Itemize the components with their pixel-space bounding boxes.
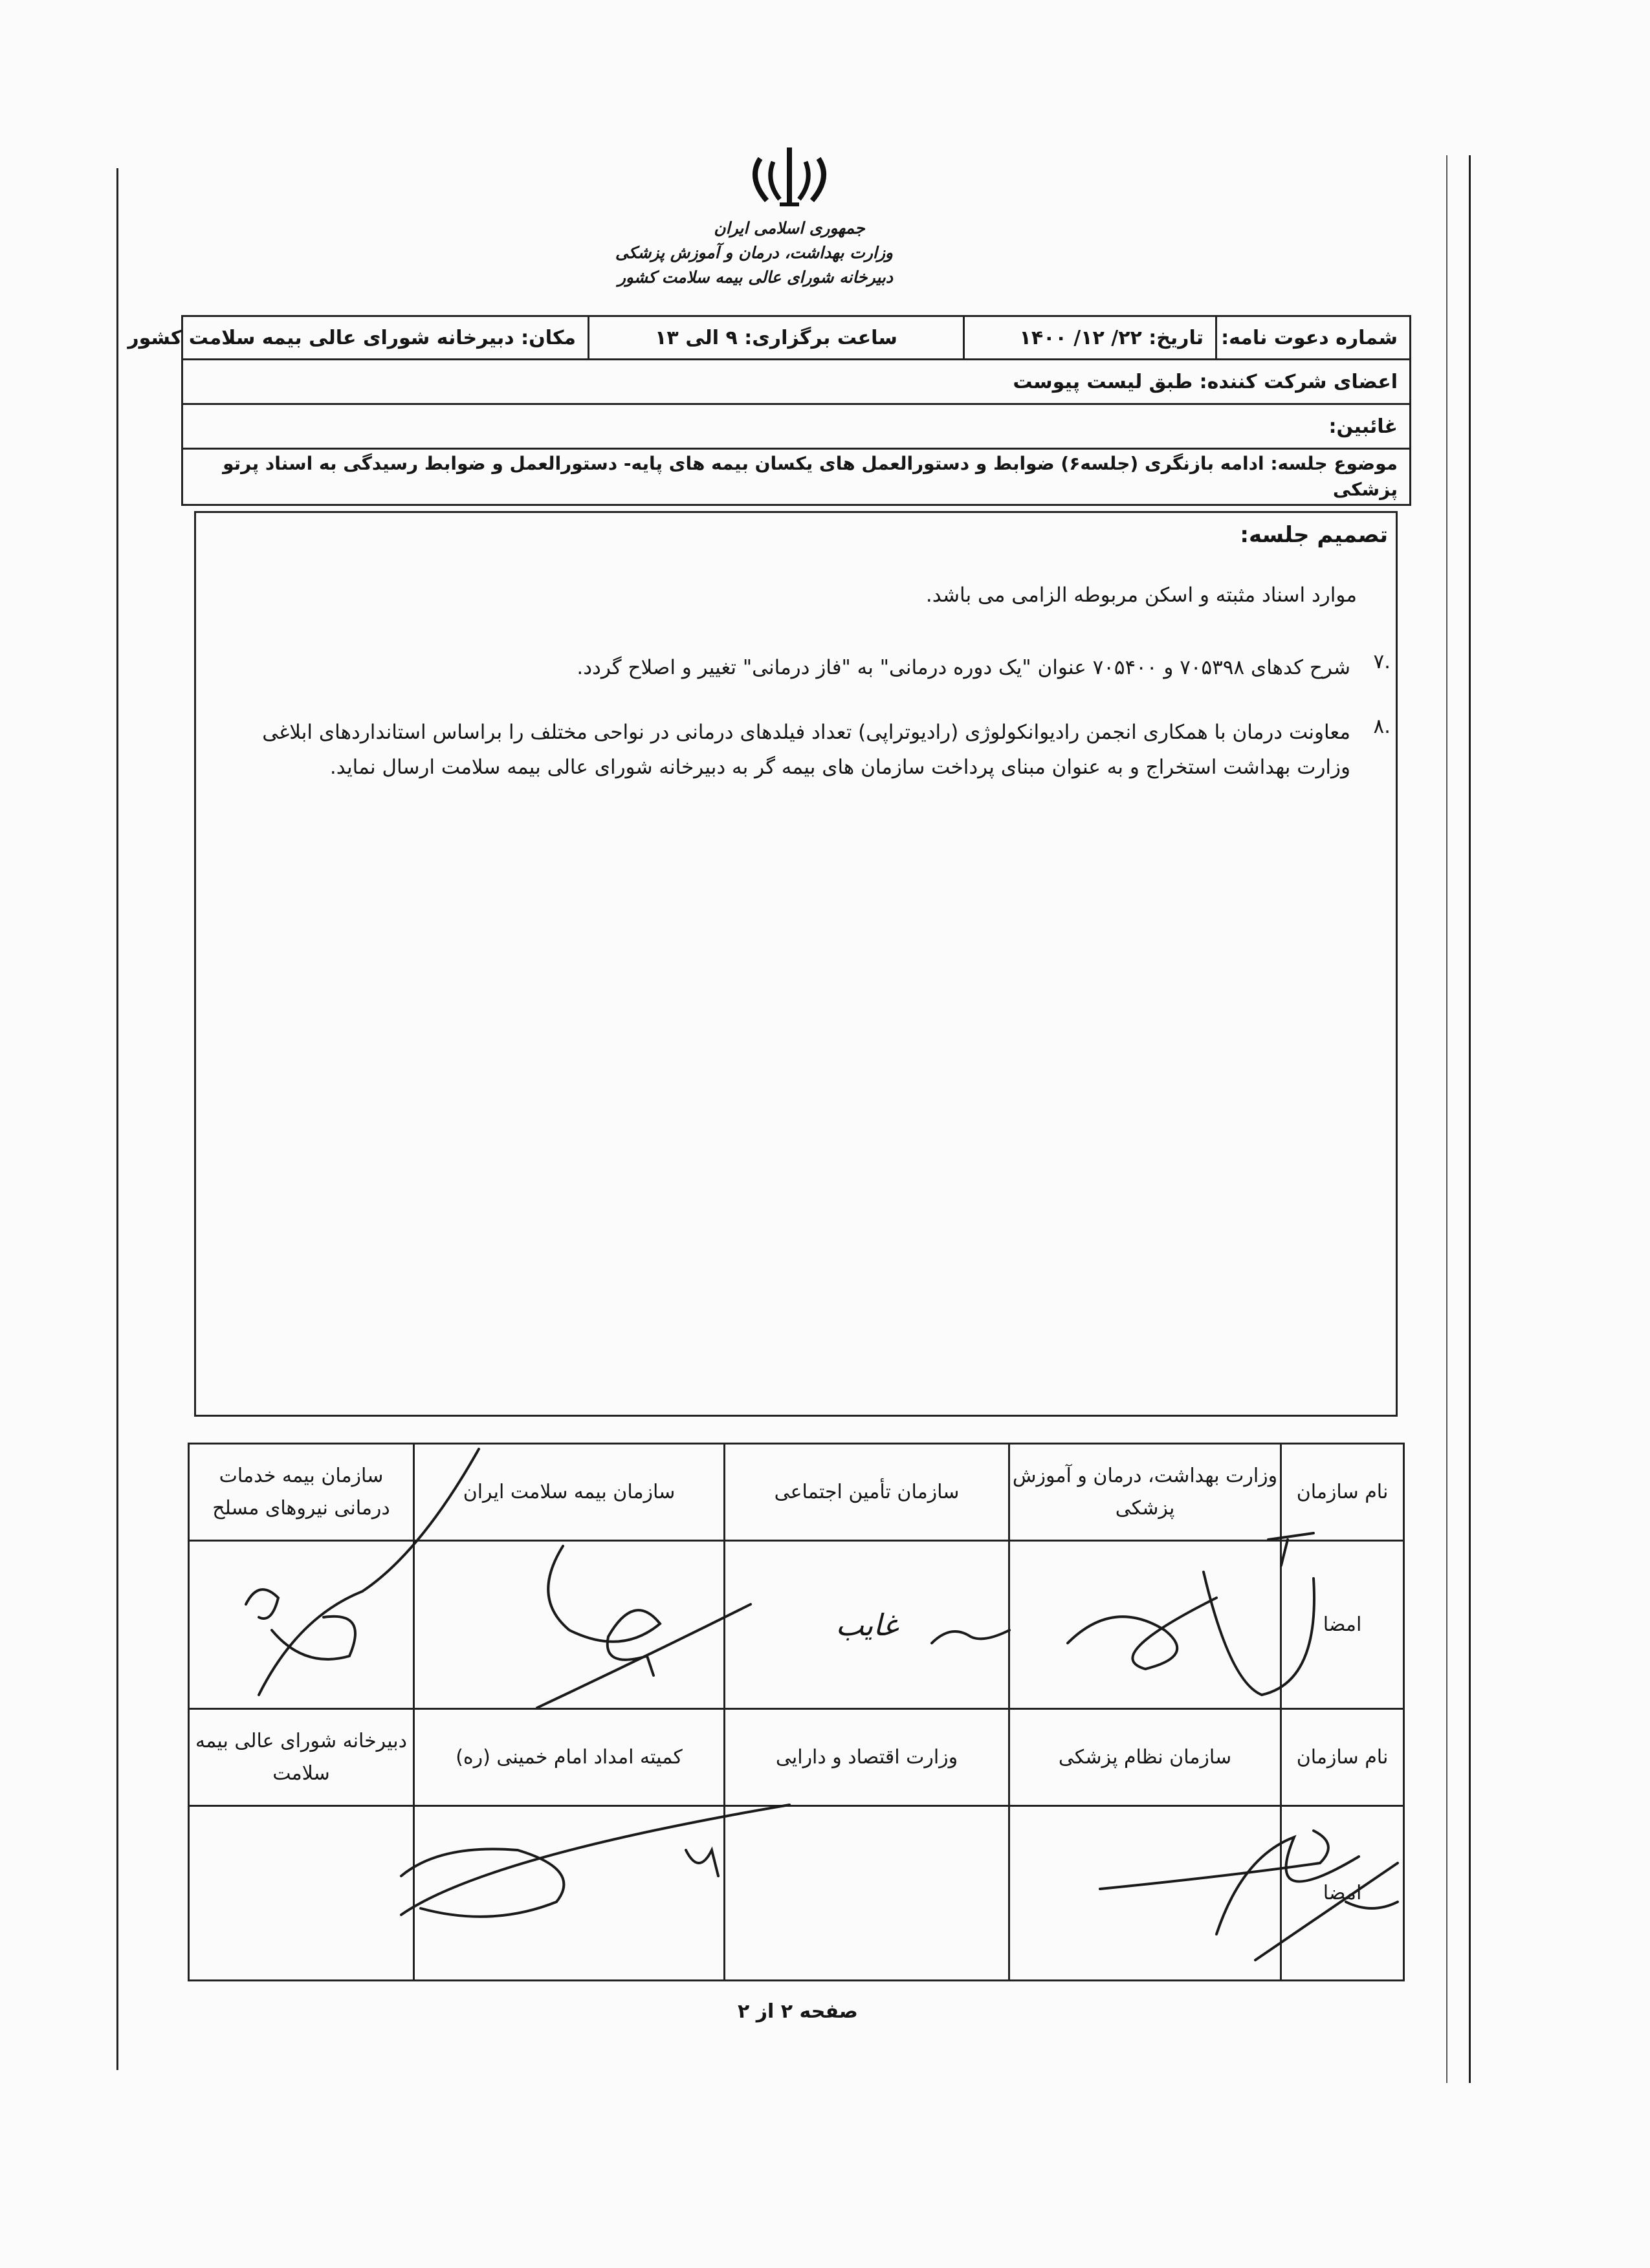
decision-number: .۸ — [1373, 715, 1391, 738]
letterhead-ministry: وزارت بهداشت، درمان و آموزش پزشکی — [615, 243, 893, 262]
meeting-date: تاریخ: ۲۲/ ۱۲/ ۱۴۰۰ — [964, 316, 1216, 360]
meeting-location: مکان: دبیرخانه شورای عالی بیمه سلامت کشور — [182, 316, 589, 360]
org-imam-khomeini-relief: کمیته امداد امام خمینی (ره) — [414, 1709, 725, 1806]
meeting-info-table — [127, 315, 1411, 506]
iran-emblem-icon — [741, 142, 838, 213]
decisions-title: تصمیم جلسه: — [1240, 522, 1388, 548]
participants: اعضای شرکت کننده: طبق لیست پیوست — [182, 360, 1411, 404]
org-social-security: سازمان تأمین اجتماعی — [725, 1444, 1009, 1541]
decision-item: شرح کدهای ۷۰۵۳۹۸ و ۷۰۵۴۰۰ عنوان "یک دوره درمانی" به "فاز درمانی" تغییر و اصلاح گردد. — [577, 656, 1350, 679]
decisions-box — [194, 511, 1398, 1417]
org-ministry-economy: وزارت اقتصاد و دارایی — [725, 1709, 1009, 1806]
decision-item: معاونت درمان با همکاری انجمن رادیوانکولوژی (رادیوتراپی) تعداد فیلدهای درمانی در نواحی مختلف را براساس استانداردهای ابلاغی وزارت بهداشت استخراج و به عنوان مبنای پرداخت سازمان های بیمه گر به دبیرخانه شورای عالی بیمه سلامت ارسال نماید. — [262, 721, 1350, 779]
absent-note: غایب — [835, 1607, 898, 1642]
meeting-subject-text: موضوع جلسه: ادامه بازنگری (جلسه۶) ضوابط و دستورالعمل های یکسان بیمه های پایه- دستورالعمل و ضوابط رسیدگی به اسناد پرتو پزشکی — [223, 453, 1398, 500]
signature-cell — [189, 1541, 414, 1709]
sign-label: امضا — [1281, 1806, 1404, 1981]
org-ministry-health: وزارت بهداشت، درمان و آموزش پزشکی — [1009, 1444, 1281, 1541]
org-medical-council: سازمان نظام پزشکی — [1009, 1709, 1281, 1806]
signature-cell — [414, 1541, 725, 1709]
frame-inner-right-line — [1446, 155, 1447, 2083]
org-armed-forces-insurance: سازمان بیمه خدمات درمانی نیروهای مسلح — [189, 1444, 414, 1541]
signature-cell — [725, 1806, 1009, 1981]
letterhead-secretariat: دبیرخانه شورای عالی بیمه سلامت کشور — [617, 268, 893, 287]
org-secretariat: دبیرخانه شورای عالی بیمه سلامت — [189, 1709, 414, 1806]
signature-cell — [414, 1806, 725, 1981]
frame-left-line — [116, 168, 118, 2070]
frame-right-line — [1469, 155, 1471, 2083]
invitation-number: شماره دعوت نامه: — [1216, 316, 1411, 360]
org-label: نام سازمان — [1281, 1444, 1404, 1541]
sign-label: امضا — [1281, 1541, 1404, 1709]
signature-cell — [1009, 1541, 1281, 1709]
page-number: صفحه ۲ از ۲ — [738, 2000, 858, 2023]
meeting-subject — [182, 449, 1411, 505]
meeting-time: ساعت برگزاری: ۹ الی ۱۳ — [589, 316, 964, 360]
org-label: نام سازمان — [1281, 1709, 1404, 1806]
signature-cell — [189, 1806, 414, 1981]
letterhead — [615, 142, 893, 290]
signature-table — [188, 1443, 1405, 1981]
decision-intro: موارد اسناد مثبته و اسکن مربوطه الزامی می باشد. — [925, 583, 1357, 607]
decision-number: .۷ — [1373, 650, 1391, 673]
signature-cell — [1009, 1806, 1281, 1981]
absentees: غائبین: — [182, 404, 1411, 449]
org-iran-health-insurance: سازمان بیمه سلامت ایران — [414, 1444, 725, 1541]
signature-cell — [725, 1541, 1009, 1709]
letterhead-country: جمهوری اسلامی ایران — [714, 219, 865, 237]
